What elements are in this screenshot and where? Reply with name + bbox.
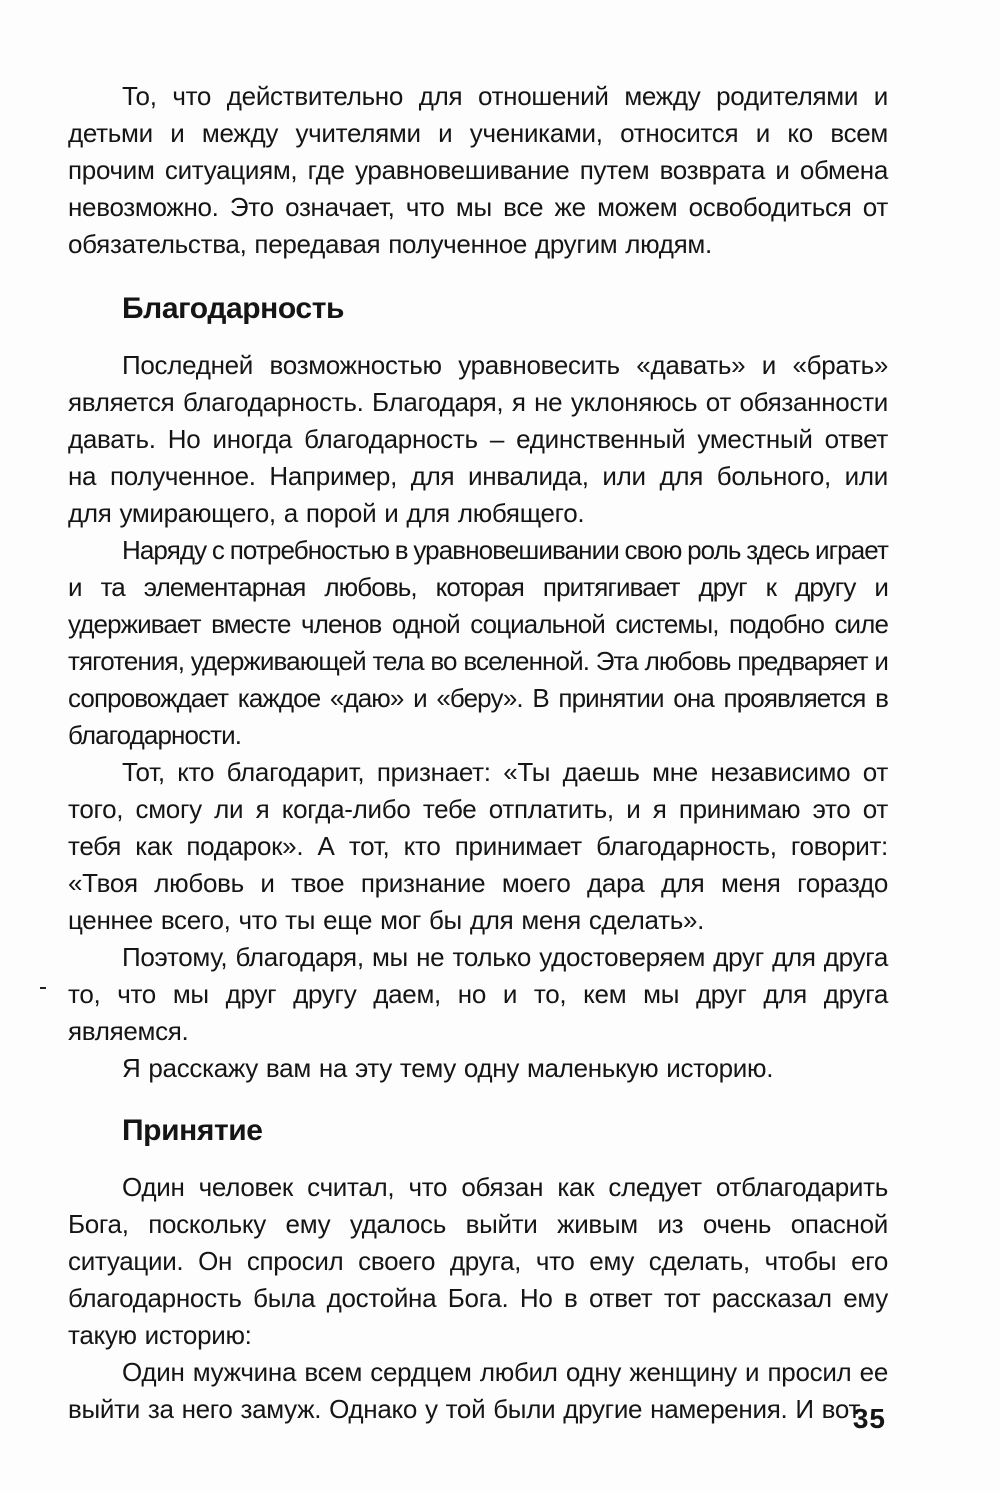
intro-paragraph: То, что действительно для отношений между родителями и детьми и между учителями и учениками, относится и ко всем прочим ситуациям, где уравновешивание путем возврата и обмена невозможно. Это означает, что мы все же можем освободиться от обязательства, передавая полученное другим людям.: [68, 81, 888, 259]
page-text: [68, 78, 888, 1428]
paragraph: Я расскажу вам на эту тему одну маленькую историю.: [122, 1053, 774, 1083]
paragraph: Тот, кто благодарит, признает: «Ты даешь мне независимо от того, смогу ли я когда-либо тебе отплатить, и я принимаю это от тебя как подарок». А тот, кто принимает благодарность, говорит: «Твоя любовь и твое признание моего дара для меня гораздо ценнее всего, что ты еще мог бы для меня сделать».: [68, 757, 888, 935]
paragraph: Последней возможностью уравновесить «давать» и «брать» является благодарность. Благодаря, я не уклоняюсь от обязанности давать. Но иногда благодарность – единственный уместный ответ на полученное. Например, для инвалида, или для больного, или для умирающего, а порой и для любящего.: [68, 350, 888, 528]
paragraph: Один человек считал, что обязан как следует отблагодарить Бога, поскольку ему удалось выйти живым из очень опасной ситуации. Он спросил своего друга, что ему сделать, чтобы его благодарность была достойна Бога. Но в ответ тот рассказал ему такую историю:: [68, 1172, 888, 1350]
section-heading-acceptance: Принятие: [122, 1114, 263, 1147]
paragraph: Поэтому, благодаря, мы не только удостоверяем друг для друга то, что мы друг другу даем, но и то, кем мы друг для друга являемся.: [68, 942, 888, 1046]
paragraph: Один мужчина всем сердцем любил одну женщину и просил ее выйти за него замуж. Однако у той были другие намерения. И вот: [68, 1357, 888, 1424]
paragraph: Наряду с потребностью в уравновешивании свою роль здесь играет и та элементарная любовь, которая притягивает друг к другу и удерживает вместе членов одной социальной системы, подобно силе тяготения, удерживающей тела во вселенной. Эта любовь предваряет и сопровождает каждое «даю» и «беру». В принятии она проявляется в благодарности.: [68, 535, 888, 750]
page-number: 35: [852, 1403, 886, 1434]
scan-speck: [40, 987, 46, 989]
section-heading-gratitude: Благодарность: [122, 292, 345, 325]
